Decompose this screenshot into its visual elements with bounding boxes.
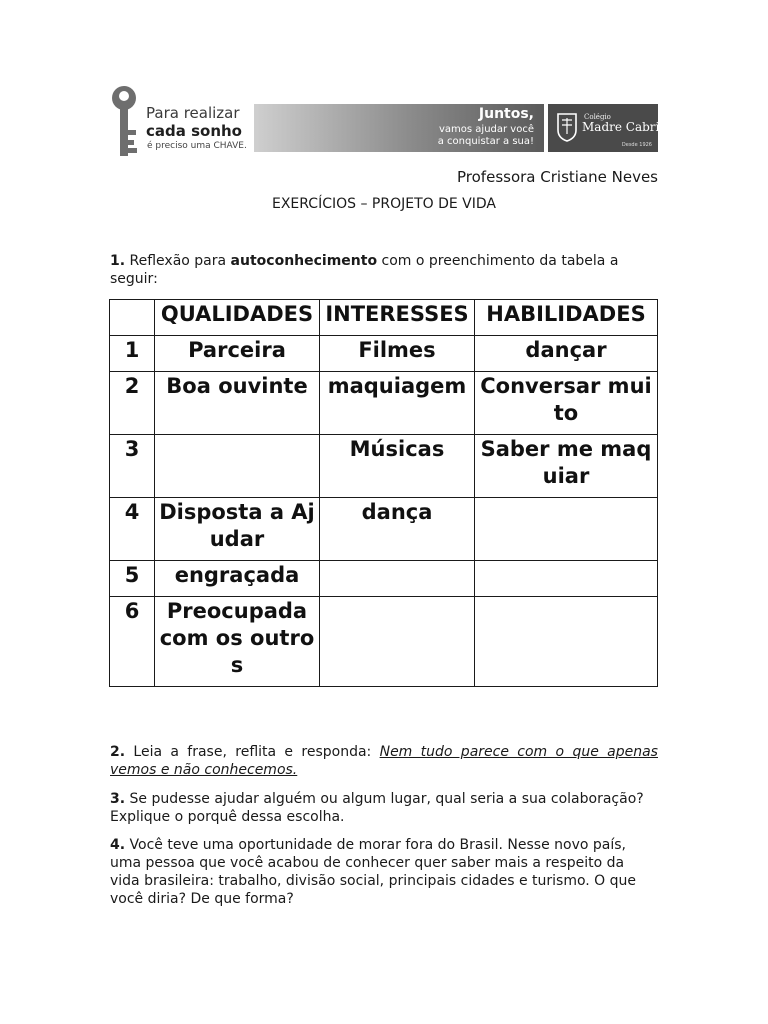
question-1 bbox=[110, 252, 658, 288]
question-1-text-a: Reflexão para bbox=[125, 253, 231, 269]
question-2-quote: Nem tudo parece com o que apenas vemos e não conhecemos. bbox=[110, 744, 658, 778]
table-cell: 2 bbox=[110, 372, 155, 435]
school-logo bbox=[548, 104, 671, 152]
table-cell: 6 bbox=[110, 597, 155, 687]
table-row bbox=[110, 435, 658, 498]
key-icon bbox=[108, 84, 144, 160]
slogan-line3: é preciso uma CHAVE. bbox=[147, 141, 247, 151]
table-cell: 1 bbox=[110, 336, 155, 372]
slogan-block bbox=[146, 104, 254, 152]
table-cell: Parceira bbox=[155, 336, 320, 372]
question-3-text: Se pudesse ajudar alguém ou algum lugar, qual seria a sua colaboração? Explique o porquê dessa escolha. bbox=[110, 791, 644, 825]
table-cell: Conversar muito bbox=[475, 372, 658, 435]
table-cell: Preocupada com os outros bbox=[155, 597, 320, 687]
school-label: Colégio bbox=[584, 113, 611, 121]
table-row bbox=[110, 597, 658, 687]
table-cell: 5 bbox=[110, 561, 155, 597]
table-cell: Disposta a Ajudar bbox=[155, 498, 320, 561]
question-3-number: 3. bbox=[110, 791, 126, 807]
table-cell: 3 bbox=[110, 435, 155, 498]
page-title: EXERCÍCIOS – PROJETO DE VIDA bbox=[271, 196, 496, 212]
question-1-number: 1. bbox=[110, 253, 126, 269]
table-cell: engraçada bbox=[155, 561, 320, 597]
crest-icon bbox=[556, 112, 578, 142]
table-row bbox=[110, 372, 658, 435]
table-cell: maquiagem bbox=[320, 372, 475, 435]
table-cell bbox=[320, 597, 475, 687]
table-cell bbox=[320, 561, 475, 597]
table-cell: dançar bbox=[475, 336, 658, 372]
question-3 bbox=[110, 790, 658, 826]
table-cell bbox=[475, 498, 658, 561]
table-row bbox=[110, 561, 658, 597]
slogan-line2: cada sonho bbox=[146, 122, 242, 140]
table-cell: Saber me maquiar bbox=[475, 435, 658, 498]
question-4-text: Você teve uma oportunidade de morar fora do Brasil. Nesse novo país, uma pessoa que você acabou de conhecer quer saber mais a respeito da vida brasileira: trabalho, divisão social, principais cidades e turismo. O que você diria? De que forma? bbox=[110, 837, 637, 907]
table-header-cell: QUALIDADES bbox=[155, 300, 320, 336]
question-4 bbox=[110, 836, 658, 908]
header-banner bbox=[108, 84, 671, 162]
question-1-text-b: com o preenchimento da tabela a seguir: bbox=[110, 253, 619, 287]
bar-title: Juntos, bbox=[478, 106, 534, 122]
teacher-name: Professora Cristiane Neves bbox=[457, 168, 658, 186]
school-since: Desde 1926 bbox=[621, 142, 652, 148]
table-cell: dança bbox=[320, 498, 475, 561]
table-header-cell: INTERESSES bbox=[320, 300, 475, 336]
bar-subtitle-2: a conquistar a sua! bbox=[437, 136, 534, 147]
table-row bbox=[110, 498, 658, 561]
table-cell bbox=[155, 435, 320, 498]
table-row bbox=[110, 336, 658, 372]
table-header-cell bbox=[110, 300, 155, 336]
table-cell: Filmes bbox=[320, 336, 475, 372]
school-name: Madre Cabrini bbox=[582, 120, 671, 134]
table-cell: Boa ouvinte bbox=[155, 372, 320, 435]
table-cell bbox=[475, 597, 658, 687]
slogan-line1: Para realizar bbox=[146, 104, 240, 122]
table-header-row bbox=[110, 300, 658, 336]
slogan-bar bbox=[254, 104, 544, 152]
question-2-text: Leia a frase, reflita e responda: bbox=[125, 744, 380, 760]
question-2 bbox=[110, 743, 658, 779]
bar-subtitle-1: vamos ajudar você bbox=[439, 124, 534, 135]
table-cell bbox=[475, 561, 658, 597]
self-knowledge-table bbox=[109, 299, 658, 687]
table-cell: Músicas bbox=[320, 435, 475, 498]
table-cell: 4 bbox=[110, 498, 155, 561]
question-4-number: 4. bbox=[110, 837, 126, 853]
table-header-cell: HABILIDADES bbox=[475, 300, 658, 336]
question-1-bold: autoconhecimento bbox=[230, 253, 378, 269]
question-2-number: 2. bbox=[110, 744, 126, 760]
